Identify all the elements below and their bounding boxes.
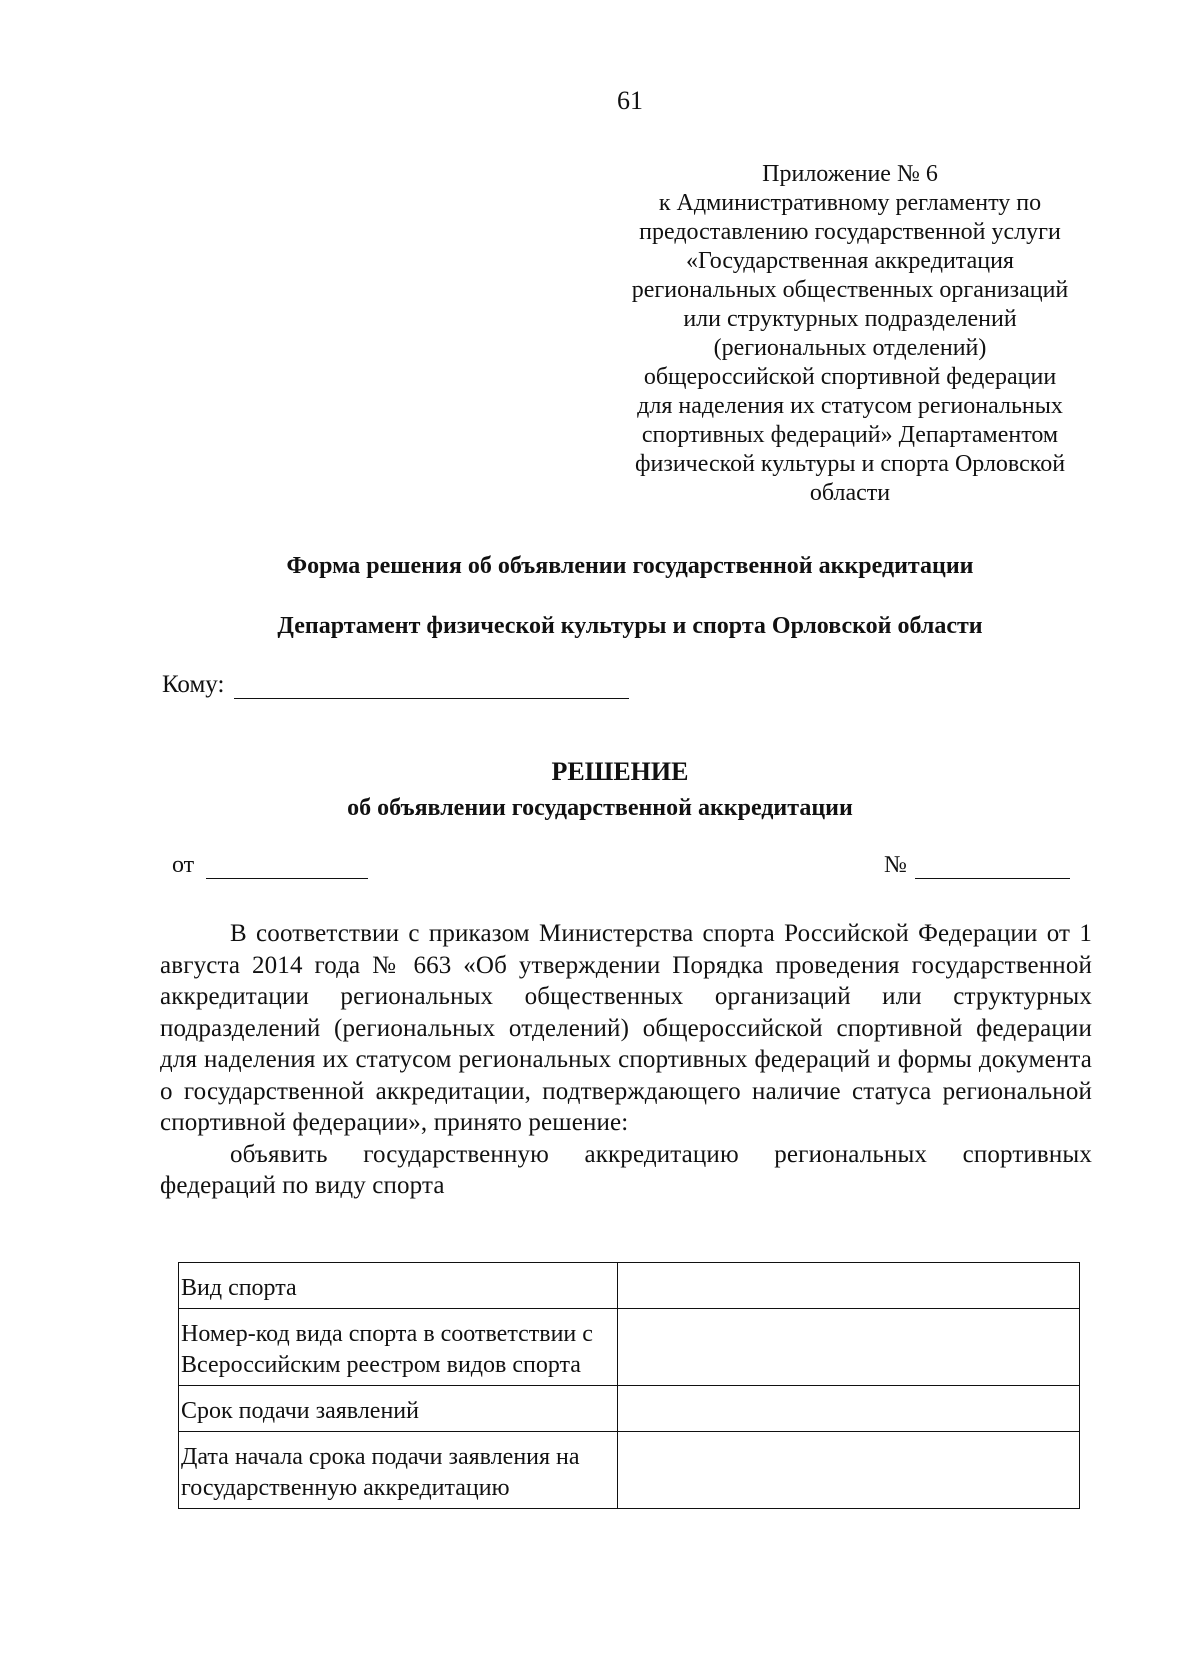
date-label: от <box>172 852 195 878</box>
recipient-line <box>162 671 629 699</box>
recipient-blank <box>234 672 629 699</box>
date-blank <box>206 854 368 879</box>
appendix-line: «Государственная аккредитация <box>686 248 1014 274</box>
appendix-line: предоставлению государственной услуги <box>639 219 1061 245</box>
appendix-line: или структурных подразделений <box>683 306 1017 332</box>
decision-number-line <box>884 852 1070 879</box>
table-cell-value <box>617 1386 1079 1432</box>
appendix-header <box>600 160 1100 508</box>
decision-subtitle: об объявлении государственной аккредитации <box>347 795 853 821</box>
table-cell-label: Дата начала срока подачи заявления на государственную аккредитацию <box>179 1432 618 1509</box>
number-label: № <box>884 852 907 878</box>
appendix-line: к Административному регламенту по <box>658 190 1042 216</box>
appendix-line: для наделения их статусом региональных <box>637 393 1063 419</box>
page-number: 61 <box>617 86 643 115</box>
body-paragraph: В соответствии с приказом Министерства спорта Российской Федерации от 1 августа 2014 года № 663 «Об утверждении Порядка проведения государственной аккредитации региональных общественных организаций или структурных подразделений (региональных отделений) общероссийской спортивной федерации для наделения их статусом региональных спортивных федераций и формы документа о государственной аккредитации, подтверждающего наличие статуса региональной спортивной федерации», принято решение: <box>160 920 1092 1136</box>
body-paragraph: объявить государственную аккредитацию региональных спортивных федераций по виду спорта <box>160 1140 1092 1199</box>
table-cell-value <box>617 1263 1079 1309</box>
number-blank <box>915 854 1070 879</box>
decision-date-line <box>172 852 368 879</box>
appendix-line: области <box>809 480 891 506</box>
table-cell-label: Срок подачи заявлений <box>179 1386 618 1432</box>
appendix-line: (региональных отделений) <box>713 335 987 361</box>
appendix-line: Приложение № 6 <box>762 161 938 187</box>
appendix-line: спортивных федераций» Департаментом <box>641 422 1059 448</box>
table-cell-value <box>617 1432 1079 1509</box>
table-row <box>179 1309 1080 1386</box>
accreditation-table <box>178 1262 1080 1509</box>
appendix-line: региональных общественных организаций <box>631 277 1069 303</box>
table-row <box>179 1386 1080 1432</box>
table-row <box>179 1263 1080 1309</box>
table-cell-label: Вид спорта <box>179 1263 618 1309</box>
table-cell-label: Номер-код вида спорта в соответствии с Всероссийским реестром видов спорта <box>179 1309 618 1386</box>
table-row <box>179 1432 1080 1509</box>
appendix-line: физической культуры и спорта Орловской <box>634 451 1066 477</box>
decision-body <box>160 918 1092 1202</box>
decision-title: РЕШЕНИЕ <box>551 757 689 786</box>
table-cell-value <box>617 1309 1079 1386</box>
recipient-label: Кому: <box>162 671 225 698</box>
department-title: Департамент физической культуры и спорта Орловской области <box>277 613 983 639</box>
form-title: Форма решения об объявлении государственной аккредитации <box>286 553 974 579</box>
appendix-line: общероссийской спортивной федерации <box>643 364 1057 390</box>
